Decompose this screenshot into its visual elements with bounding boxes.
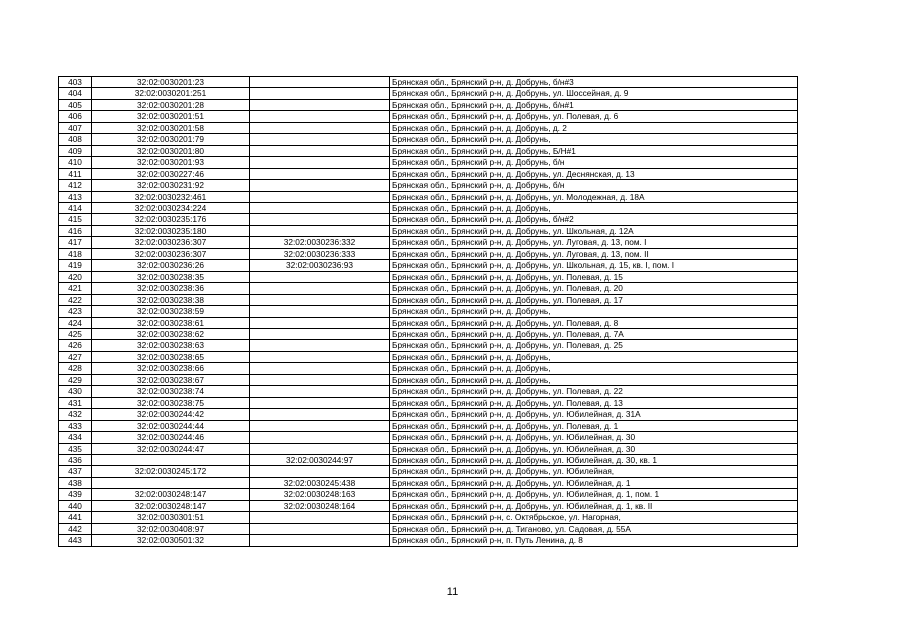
related-cadastral-number-cell bbox=[250, 466, 390, 477]
row-number-cell: 412 bbox=[59, 180, 92, 191]
address-cell: Брянская обл., Брянский р-н, д. Добрунь, ул. Полевая, д. 20 bbox=[390, 283, 798, 294]
related-cadastral-number-cell: 32:02:0030244:97 bbox=[250, 454, 390, 465]
row-number-cell: 435 bbox=[59, 443, 92, 454]
row-number-cell: 414 bbox=[59, 202, 92, 213]
related-cadastral-number-cell bbox=[250, 351, 390, 362]
cadastral-number-cell: 32:02:0030408:97 bbox=[92, 523, 250, 534]
cadastral-number-cell: 32:02:0030238:59 bbox=[92, 306, 250, 317]
cadastral-number-cell: 32:02:0030236:307 bbox=[92, 248, 250, 259]
address-cell: Брянская обл., Брянский р-н, д. Добрунь, ул. Школьная, д. 12А bbox=[390, 225, 798, 236]
row-number-cell: 426 bbox=[59, 340, 92, 351]
table-row bbox=[59, 122, 798, 133]
related-cadastral-number-cell bbox=[250, 214, 390, 225]
table-row bbox=[59, 420, 798, 431]
table-row bbox=[59, 260, 798, 271]
related-cadastral-number-cell bbox=[250, 157, 390, 168]
address-cell: Брянская обл., Брянский р-н, д. Добрунь, bbox=[390, 134, 798, 145]
row-number-cell: 433 bbox=[59, 420, 92, 431]
address-cell: Брянская обл., Брянский р-н, с. Октябрьское, ул. Нагорная, bbox=[390, 512, 798, 523]
address-cell: Брянская обл., Брянский р-н, д. Добрунь, б/н#2 bbox=[390, 214, 798, 225]
address-cell: Брянская обл., Брянский р-н, д. Добрунь, ул. Полевая, д. 25 bbox=[390, 340, 798, 351]
related-cadastral-number-cell bbox=[250, 523, 390, 534]
table-row bbox=[59, 202, 798, 213]
table-row bbox=[59, 88, 798, 99]
cadastral-number-cell: 32:02:0030238:61 bbox=[92, 317, 250, 328]
table-row bbox=[59, 443, 798, 454]
cadastral-number-cell: 32:02:0030201:58 bbox=[92, 122, 250, 133]
row-number-cell: 420 bbox=[59, 271, 92, 282]
table-row bbox=[59, 477, 798, 488]
row-number-cell: 407 bbox=[59, 122, 92, 133]
cadastral-number-cell: 32:02:0030238:74 bbox=[92, 386, 250, 397]
row-number-cell: 418 bbox=[59, 248, 92, 259]
table-row bbox=[59, 77, 798, 88]
cadastral-number-cell: 32:02:0030238:36 bbox=[92, 283, 250, 294]
related-cadastral-number-cell bbox=[250, 122, 390, 133]
related-cadastral-number-cell bbox=[250, 340, 390, 351]
row-number-cell: 421 bbox=[59, 283, 92, 294]
related-cadastral-number-cell bbox=[250, 294, 390, 305]
table-row bbox=[59, 99, 798, 110]
table-row bbox=[59, 397, 798, 408]
related-cadastral-number-cell bbox=[250, 134, 390, 145]
row-number-cell: 423 bbox=[59, 306, 92, 317]
related-cadastral-number-cell bbox=[250, 386, 390, 397]
row-number-cell: 411 bbox=[59, 168, 92, 179]
related-cadastral-number-cell: 32:02:0030248:164 bbox=[250, 500, 390, 511]
cadastral-number-cell: 32:02:0030238:75 bbox=[92, 397, 250, 408]
related-cadastral-number-cell bbox=[250, 363, 390, 374]
cadastral-number-cell: 32:02:0030236:26 bbox=[92, 260, 250, 271]
row-number-cell: 443 bbox=[59, 535, 92, 546]
cadastral-table bbox=[58, 76, 798, 547]
row-number-cell: 409 bbox=[59, 145, 92, 156]
cadastral-number-cell: 32:02:0030235:176 bbox=[92, 214, 250, 225]
table-row bbox=[59, 386, 798, 397]
cadastral-number-cell: 32:02:0030234:224 bbox=[92, 202, 250, 213]
table-row bbox=[59, 237, 798, 248]
table-row bbox=[59, 432, 798, 443]
table-row bbox=[59, 328, 798, 339]
related-cadastral-number-cell bbox=[250, 111, 390, 122]
table-row bbox=[59, 225, 798, 236]
table-row bbox=[59, 111, 798, 122]
address-cell: Брянская обл., Брянский р-н, д. Добрунь, ул. Шоссейная, д. 9 bbox=[390, 88, 798, 99]
row-number-cell: 437 bbox=[59, 466, 92, 477]
related-cadastral-number-cell: 32:02:0030236:333 bbox=[250, 248, 390, 259]
row-number-cell: 429 bbox=[59, 374, 92, 385]
table-row bbox=[59, 294, 798, 305]
cadastral-number-cell: 32:02:0030201:79 bbox=[92, 134, 250, 145]
address-cell: Брянская обл., Брянский р-н, д. Добрунь, bbox=[390, 306, 798, 317]
table-row bbox=[59, 363, 798, 374]
related-cadastral-number-cell bbox=[250, 202, 390, 213]
document-sheet bbox=[58, 76, 797, 547]
address-cell: Брянская обл., Брянский р-н, п. Путь Ленина, д. 8 bbox=[390, 535, 798, 546]
related-cadastral-number-cell: 32:02:0030236:93 bbox=[250, 260, 390, 271]
address-cell: Брянская обл., Брянский р-н, д. Добрунь, д. 2 bbox=[390, 122, 798, 133]
row-number-cell: 434 bbox=[59, 432, 92, 443]
table-row bbox=[59, 306, 798, 317]
page-number: 11 bbox=[446, 586, 459, 598]
address-cell: Брянская обл., Брянский р-н, д. Добрунь, ул. Луговая, д. 13, пом. I bbox=[390, 237, 798, 248]
cadastral-number-cell: 32:02:0030238:62 bbox=[92, 328, 250, 339]
address-cell: Брянская обл., Брянский р-н, д. Добрунь, ул. Юбилейная, д. 1, пом. 1 bbox=[390, 489, 798, 500]
table-row bbox=[59, 351, 798, 362]
row-number-cell: 419 bbox=[59, 260, 92, 271]
address-cell: Брянская обл., Брянский р-н, д. Добрунь, ул. Юбилейная, д. 30 bbox=[390, 432, 798, 443]
related-cadastral-number-cell bbox=[250, 409, 390, 420]
row-number-cell: 438 bbox=[59, 477, 92, 488]
table-row bbox=[59, 145, 798, 156]
cadastral-number-cell: 32:02:0030201:93 bbox=[92, 157, 250, 168]
row-number-cell: 406 bbox=[59, 111, 92, 122]
address-cell: Брянская обл., Брянский р-н, д. Добрунь, ул. Полевая, д. 15 bbox=[390, 271, 798, 282]
cadastral-number-cell: 32:02:0030244:46 bbox=[92, 432, 250, 443]
related-cadastral-number-cell bbox=[250, 397, 390, 408]
table-row bbox=[59, 191, 798, 202]
row-number-cell: 404 bbox=[59, 88, 92, 99]
related-cadastral-number-cell bbox=[250, 191, 390, 202]
row-number-cell: 410 bbox=[59, 157, 92, 168]
related-cadastral-number-cell bbox=[250, 180, 390, 191]
cadastral-number-cell bbox=[92, 454, 250, 465]
cadastral-number-cell: 32:02:0030248:147 bbox=[92, 489, 250, 500]
row-number-cell: 431 bbox=[59, 397, 92, 408]
row-number-cell: 430 bbox=[59, 386, 92, 397]
row-number-cell: 432 bbox=[59, 409, 92, 420]
address-cell: Брянская обл., Брянский р-н, д. Добрунь, ул. Полевая, д. 7А bbox=[390, 328, 798, 339]
related-cadastral-number-cell bbox=[250, 306, 390, 317]
row-number-cell: 413 bbox=[59, 191, 92, 202]
related-cadastral-number-cell bbox=[250, 145, 390, 156]
address-cell: Брянская обл., Брянский р-н, д. Добрунь, ул. Юбилейная, д. 30, кв. 1 bbox=[390, 454, 798, 465]
row-number-cell: 417 bbox=[59, 237, 92, 248]
related-cadastral-number-cell bbox=[250, 168, 390, 179]
address-cell: Брянская обл., Брянский р-н, д. Добрунь, ул. Молодежная, д. 18А bbox=[390, 191, 798, 202]
table-row bbox=[59, 283, 798, 294]
row-number-cell: 439 bbox=[59, 489, 92, 500]
address-cell: Брянская обл., Брянский р-н, д. Добрунь, Б/Н#1 bbox=[390, 145, 798, 156]
address-cell: Брянская обл., Брянский р-н, д. Добрунь, б/н#3 bbox=[390, 77, 798, 88]
cadastral-number-cell: 32:02:0030238:65 bbox=[92, 351, 250, 362]
table-row bbox=[59, 168, 798, 179]
cadastral-number-cell: 32:02:0030236:307 bbox=[92, 237, 250, 248]
related-cadastral-number-cell: 32:02:0030236:332 bbox=[250, 237, 390, 248]
address-cell: Брянская обл., Брянский р-н, д. Добрунь, ул. Луговая, д. 13, пом. II bbox=[390, 248, 798, 259]
row-number-cell: 405 bbox=[59, 99, 92, 110]
address-cell: Брянская обл., Брянский р-н, д. Добрунь, ул. Полевая, д. 8 bbox=[390, 317, 798, 328]
address-cell: Брянская обл., Брянский р-н, д. Добрунь, б/н bbox=[390, 180, 798, 191]
table-row bbox=[59, 523, 798, 534]
related-cadastral-number-cell bbox=[250, 512, 390, 523]
address-cell: Брянская обл., Брянский р-н, д. Добрунь, б/н bbox=[390, 157, 798, 168]
cadastral-number-cell: 32:02:0030238:63 bbox=[92, 340, 250, 351]
address-cell: Брянская обл., Брянский р-н, д. Добрунь, ул. Полевая, д. 6 bbox=[390, 111, 798, 122]
row-number-cell: 428 bbox=[59, 363, 92, 374]
related-cadastral-number-cell bbox=[250, 88, 390, 99]
related-cadastral-number-cell bbox=[250, 535, 390, 546]
address-cell: Брянская обл., Брянский р-н, д. Добрунь, ул. Юбилейная, д. 1, кв. II bbox=[390, 500, 798, 511]
table-row bbox=[59, 535, 798, 546]
row-number-cell: 440 bbox=[59, 500, 92, 511]
cadastral-number-cell: 32:02:0030238:66 bbox=[92, 363, 250, 374]
cadastral-number-cell: 32:02:0030245:172 bbox=[92, 466, 250, 477]
table-row bbox=[59, 454, 798, 465]
row-number-cell: 422 bbox=[59, 294, 92, 305]
table-body bbox=[59, 77, 798, 547]
related-cadastral-number-cell bbox=[250, 99, 390, 110]
cadastral-number-cell: 32:02:0030227:46 bbox=[92, 168, 250, 179]
table-row bbox=[59, 248, 798, 259]
row-number-cell: 416 bbox=[59, 225, 92, 236]
related-cadastral-number-cell bbox=[250, 328, 390, 339]
table-row bbox=[59, 500, 798, 511]
address-cell: Брянская обл., Брянский р-н, д. Добрунь, ул. Юбилейная, bbox=[390, 466, 798, 477]
address-cell: Брянская обл., Брянский р-н, д. Добрунь, ул. Юбилейная, д. 31А bbox=[390, 409, 798, 420]
table-row bbox=[59, 512, 798, 523]
table-row bbox=[59, 466, 798, 477]
row-number-cell: 436 bbox=[59, 454, 92, 465]
row-number-cell: 408 bbox=[59, 134, 92, 145]
row-number-cell: 403 bbox=[59, 77, 92, 88]
table-row bbox=[59, 180, 798, 191]
address-cell: Брянская обл., Брянский р-н, д. Добрунь, bbox=[390, 351, 798, 362]
cadastral-number-cell: 32:02:0030201:23 bbox=[92, 77, 250, 88]
address-cell: Брянская обл., Брянский р-н, д. Добрунь, bbox=[390, 374, 798, 385]
related-cadastral-number-cell: 32:02:0030245:438 bbox=[250, 477, 390, 488]
related-cadastral-number-cell bbox=[250, 374, 390, 385]
related-cadastral-number-cell bbox=[250, 443, 390, 454]
related-cadastral-number-cell bbox=[250, 317, 390, 328]
address-cell: Брянская обл., Брянский р-н, д. Добрунь, ул. Школьная, д. 15, кв. I, пом. I bbox=[390, 260, 798, 271]
address-cell: Брянская обл., Брянский р-н, д. Добрунь, ул. Юбилейная, д. 30 bbox=[390, 443, 798, 454]
cadastral-number-cell: 32:02:0030248:147 bbox=[92, 500, 250, 511]
address-cell: Брянская обл., Брянский р-н, д. Добрунь, bbox=[390, 363, 798, 374]
address-cell: Брянская обл., Брянский р-н, д. Добрунь, ул. Деснянская, д. 13 bbox=[390, 168, 798, 179]
cadastral-number-cell: 32:02:0030244:42 bbox=[92, 409, 250, 420]
cadastral-number-cell: 32:02:0030238:38 bbox=[92, 294, 250, 305]
row-number-cell: 415 bbox=[59, 214, 92, 225]
row-number-cell: 442 bbox=[59, 523, 92, 534]
table-row bbox=[59, 409, 798, 420]
table-row bbox=[59, 157, 798, 168]
cadastral-number-cell: 32:02:0030231:92 bbox=[92, 180, 250, 191]
row-number-cell: 425 bbox=[59, 328, 92, 339]
table-row bbox=[59, 134, 798, 145]
related-cadastral-number-cell bbox=[250, 271, 390, 282]
related-cadastral-number-cell bbox=[250, 420, 390, 431]
address-cell: Брянская обл., Брянский р-н, д. Добрунь, б/н#1 bbox=[390, 99, 798, 110]
cadastral-number-cell: 32:02:0030244:47 bbox=[92, 443, 250, 454]
row-number-cell: 424 bbox=[59, 317, 92, 328]
cadastral-number-cell: 32:02:0030201:251 bbox=[92, 88, 250, 99]
row-number-cell: 441 bbox=[59, 512, 92, 523]
table-row bbox=[59, 271, 798, 282]
row-number-cell: 427 bbox=[59, 351, 92, 362]
cadastral-number-cell: 32:02:0030201:80 bbox=[92, 145, 250, 156]
table-row bbox=[59, 489, 798, 500]
table-row bbox=[59, 214, 798, 225]
address-cell: Брянская обл., Брянский р-н, д. Добрунь, ул. Полевая, д. 22 bbox=[390, 386, 798, 397]
address-cell: Брянская обл., Брянский р-н, д. Добрунь, ул. Полевая, д. 1 bbox=[390, 420, 798, 431]
cadastral-number-cell: 32:02:0030238:67 bbox=[92, 374, 250, 385]
cadastral-number-cell: 32:02:0030201:51 bbox=[92, 111, 250, 122]
cadastral-number-cell bbox=[92, 477, 250, 488]
address-cell: Брянская обл., Брянский р-н, д. Добрунь, ул. Юбилейная, д. 1 bbox=[390, 477, 798, 488]
address-cell: Брянская обл., Брянский р-н, д. Тиганово, ул. Садовая, д. 55А bbox=[390, 523, 798, 534]
table-row bbox=[59, 340, 798, 351]
related-cadastral-number-cell bbox=[250, 225, 390, 236]
related-cadastral-number-cell: 32:02:0030248:163 bbox=[250, 489, 390, 500]
address-cell: Брянская обл., Брянский р-н, д. Добрунь, ул. Полевая, д. 17 bbox=[390, 294, 798, 305]
cadastral-number-cell: 32:02:0030501:32 bbox=[92, 535, 250, 546]
table-row bbox=[59, 317, 798, 328]
cadastral-number-cell: 32:02:0030201:28 bbox=[92, 99, 250, 110]
cadastral-number-cell: 32:02:0030235:180 bbox=[92, 225, 250, 236]
cadastral-number-cell: 32:02:0030301:51 bbox=[92, 512, 250, 523]
cadastral-number-cell: 32:02:0030238:35 bbox=[92, 271, 250, 282]
address-cell: Брянская обл., Брянский р-н, д. Добрунь, bbox=[390, 202, 798, 213]
related-cadastral-number-cell bbox=[250, 77, 390, 88]
cadastral-number-cell: 32:02:0030232:461 bbox=[92, 191, 250, 202]
cadastral-number-cell: 32:02:0030244:44 bbox=[92, 420, 250, 431]
table-row bbox=[59, 374, 798, 385]
related-cadastral-number-cell bbox=[250, 283, 390, 294]
address-cell: Брянская обл., Брянский р-н, д. Добрунь, ул. Полевая, д. 13 bbox=[390, 397, 798, 408]
related-cadastral-number-cell bbox=[250, 432, 390, 443]
